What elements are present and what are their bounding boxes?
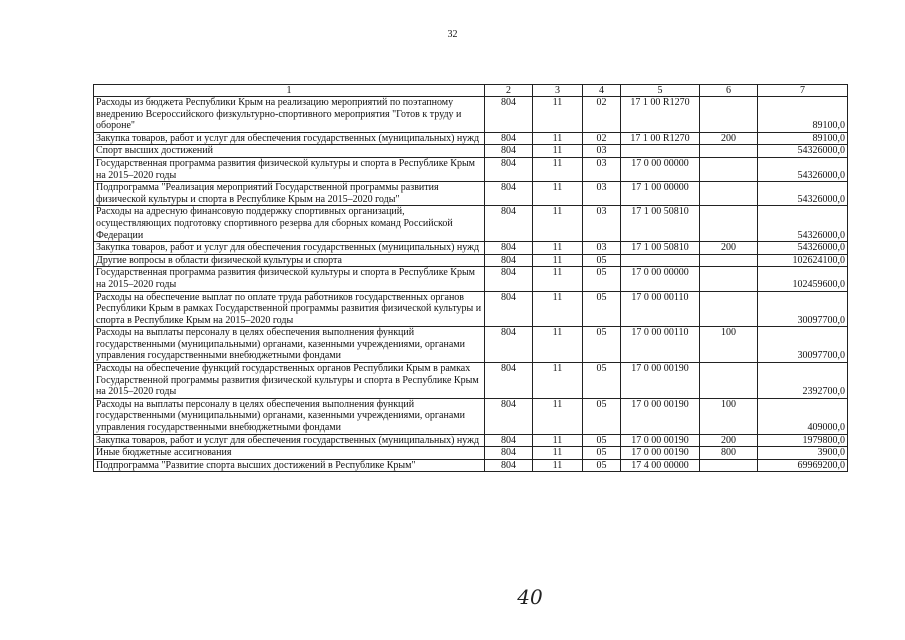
amount-cell: 1979800,0 xyxy=(758,434,848,447)
target-article-cell: 17 1 00 50810 xyxy=(621,206,700,242)
subsection-cell: 05 xyxy=(583,327,621,363)
table-row xyxy=(94,145,848,158)
row-name-cell: Закупка товаров, работ и услуг для обеспечения государственных (муниципальных) нужд xyxy=(94,242,485,255)
amount-cell: 89100,0 xyxy=(758,132,848,145)
section-cell: 11 xyxy=(533,434,583,447)
expense-type-cell xyxy=(700,145,758,158)
row-name-cell: Подпрограмма "Реализация мероприятий Государственной программы развития физической культуры и спорта в Республике Крым на 2015–2020 годы" xyxy=(94,182,485,206)
table-row xyxy=(94,242,848,255)
amount-cell: 54326000,0 xyxy=(758,182,848,206)
section-cell: 11 xyxy=(533,291,583,327)
section-cell: 11 xyxy=(533,327,583,363)
expense-type-cell xyxy=(700,206,758,242)
expense-type-cell: 100 xyxy=(700,398,758,434)
ministry-code-cell: 804 xyxy=(485,132,533,145)
table-row xyxy=(94,97,848,133)
amount-cell: 54326000,0 xyxy=(758,157,848,181)
table-row xyxy=(94,182,848,206)
ministry-code-cell: 804 xyxy=(485,447,533,460)
table-row xyxy=(94,157,848,181)
ministry-code-cell: 804 xyxy=(485,97,533,133)
target-article-cell: 17 0 00 00190 xyxy=(621,447,700,460)
target-article-cell: 17 1 00 00000 xyxy=(621,182,700,206)
amount-cell: 102459600,0 xyxy=(758,267,848,291)
subsection-cell: 03 xyxy=(583,182,621,206)
amount-cell: 30097700,0 xyxy=(758,327,848,363)
table-row xyxy=(94,363,848,399)
amount-cell: 102624100,0 xyxy=(758,254,848,267)
ministry-code-cell: 804 xyxy=(485,398,533,434)
row-name-cell: Расходы из бюджета Республики Крым на реализацию мероприятий по поэтапному внедрению Всероссийского физкультурно-спортивного мероприятия "Готов к труду и обороне" xyxy=(94,97,485,133)
subsection-cell: 03 xyxy=(583,145,621,158)
row-name-cell: Расходы на выплаты персоналу в целях обеспечения выполнения функций государственными (муниципальными) органами, казенными учреждениями, органами управления государственными внебюджетными фондами xyxy=(94,398,485,434)
row-name-cell: Иные бюджетные ассигнования xyxy=(94,447,485,460)
section-cell: 11 xyxy=(533,206,583,242)
subsection-cell: 02 xyxy=(583,132,621,145)
column-header: 6 xyxy=(700,85,758,97)
section-cell: 11 xyxy=(533,182,583,206)
subsection-cell: 05 xyxy=(583,459,621,472)
amount-cell: 89100,0 xyxy=(758,97,848,133)
ministry-code-cell: 804 xyxy=(485,242,533,255)
amount-cell: 54326000,0 xyxy=(758,206,848,242)
target-article-cell: 17 0 00 00190 xyxy=(621,363,700,399)
table-row xyxy=(94,291,848,327)
ministry-code-cell: 804 xyxy=(485,157,533,181)
row-name-cell: Расходы на адресную финансовую поддержку спортивных организаций, осуществляющих подготовку спортивного резерва для сборных команд Российской Федерации xyxy=(94,206,485,242)
target-article-cell xyxy=(621,145,700,158)
expense-type-cell xyxy=(700,157,758,181)
subsection-cell: 05 xyxy=(583,267,621,291)
section-cell: 11 xyxy=(533,398,583,434)
subsection-cell: 03 xyxy=(583,242,621,255)
subsection-cell: 03 xyxy=(583,157,621,181)
target-article-cell: 17 0 00 00000 xyxy=(621,267,700,291)
column-header: 2 xyxy=(485,85,533,97)
subsection-cell: 05 xyxy=(583,363,621,399)
amount-cell: 30097700,0 xyxy=(758,291,848,327)
amount-cell: 2392700,0 xyxy=(758,363,848,399)
subsection-cell: 03 xyxy=(583,206,621,242)
ministry-code-cell: 804 xyxy=(485,145,533,158)
page-number: 32 xyxy=(447,29,458,40)
ministry-code-cell: 804 xyxy=(485,327,533,363)
column-header: 3 xyxy=(533,85,583,97)
subsection-cell: 05 xyxy=(583,447,621,460)
expense-type-cell: 200 xyxy=(700,434,758,447)
amount-cell: 54326000,0 xyxy=(758,145,848,158)
section-cell: 11 xyxy=(533,459,583,472)
row-name-cell: Расходы на обеспечение выплат по оплате труда работников государственных органов Республики Крым в рамках Государственной программы развития физической культуры и спорта в Республике Крым на 2015–2020 годы xyxy=(94,291,485,327)
ministry-code-cell: 804 xyxy=(485,254,533,267)
budget-table xyxy=(93,84,848,472)
target-article-cell: 17 1 00 R1270 xyxy=(621,97,700,133)
ministry-code-cell: 804 xyxy=(485,363,533,399)
column-header: 7 xyxy=(758,85,848,97)
column-header: 5 xyxy=(621,85,700,97)
section-cell: 11 xyxy=(533,363,583,399)
expense-type-cell xyxy=(700,363,758,399)
expense-type-cell xyxy=(700,254,758,267)
target-article-cell xyxy=(621,254,700,267)
ministry-code-cell: 804 xyxy=(485,434,533,447)
ministry-code-cell: 804 xyxy=(485,459,533,472)
target-article-cell: 17 1 00 R1270 xyxy=(621,132,700,145)
row-name-cell: Другие вопросы в области физической культуры и спорта xyxy=(94,254,485,267)
expense-type-cell xyxy=(700,267,758,291)
table-row xyxy=(94,459,848,472)
table-row xyxy=(94,206,848,242)
amount-cell: 69969200,0 xyxy=(758,459,848,472)
expense-type-cell: 800 xyxy=(700,447,758,460)
target-article-cell: 17 4 00 00000 xyxy=(621,459,700,472)
expense-type-cell: 200 xyxy=(700,242,758,255)
expense-type-cell xyxy=(700,459,758,472)
section-cell: 11 xyxy=(533,145,583,158)
expense-type-cell xyxy=(700,97,758,133)
subsection-cell: 05 xyxy=(583,398,621,434)
row-name-cell: Закупка товаров, работ и услуг для обеспечения государственных (муниципальных) нужд xyxy=(94,132,485,145)
column-header: 4 xyxy=(583,85,621,97)
row-name-cell: Расходы на выплаты персоналу в целях обеспечения выполнения функций государственными (муниципальными) органами, казенными учреждениями, органами управления государственными внебюджетными фондами xyxy=(94,327,485,363)
table-row xyxy=(94,398,848,434)
ministry-code-cell: 804 xyxy=(485,206,533,242)
target-article-cell: 17 0 00 00110 xyxy=(621,327,700,363)
table-row xyxy=(94,447,848,460)
row-name-cell: Государственная программа развития физической культуры и спорта в Республике Крым на 2015–2020 годы xyxy=(94,267,485,291)
column-header: 1 xyxy=(94,85,485,97)
subsection-cell: 05 xyxy=(583,434,621,447)
table-row xyxy=(94,267,848,291)
target-article-cell: 17 0 00 00190 xyxy=(621,434,700,447)
table-row xyxy=(94,327,848,363)
subsection-cell: 05 xyxy=(583,291,621,327)
expense-type-cell xyxy=(700,291,758,327)
row-name-cell: Закупка товаров, работ и услуг для обеспечения государственных (муниципальных) нужд xyxy=(94,434,485,447)
ministry-code-cell: 804 xyxy=(485,291,533,327)
amount-cell: 3900,0 xyxy=(758,447,848,460)
row-name-cell: Расходы на обеспечение функций государственных органов Республики Крым в рамках Государственной программы развития физической культуры и спорта в Республике Крым на 2015–2020 годы xyxy=(94,363,485,399)
ministry-code-cell: 804 xyxy=(485,267,533,291)
section-cell: 11 xyxy=(533,447,583,460)
handwritten-page-number: 40 xyxy=(517,585,543,609)
expense-type-cell: 200 xyxy=(700,132,758,145)
subsection-cell: 02 xyxy=(583,97,621,133)
table-header-row xyxy=(94,85,848,97)
expense-type-cell: 100 xyxy=(700,327,758,363)
section-cell: 11 xyxy=(533,97,583,133)
table-row xyxy=(94,434,848,447)
subsection-cell: 05 xyxy=(583,254,621,267)
row-name-cell: Подпрограмма "Развитие спорта высших достижений в Республике Крым" xyxy=(94,459,485,472)
table-row xyxy=(94,254,848,267)
expense-type-cell xyxy=(700,182,758,206)
amount-cell: 409000,0 xyxy=(758,398,848,434)
amount-cell: 54326000,0 xyxy=(758,242,848,255)
section-cell: 11 xyxy=(533,157,583,181)
row-name-cell: Государственная программа развития физической культуры и спорта в Республике Крым на 2015–2020 годы xyxy=(94,157,485,181)
row-name-cell: Спорт высших достижений xyxy=(94,145,485,158)
target-article-cell: 17 0 00 00110 xyxy=(621,291,700,327)
target-article-cell: 17 0 00 00000 xyxy=(621,157,700,181)
target-article-cell: 17 1 00 50810 xyxy=(621,242,700,255)
section-cell: 11 xyxy=(533,242,583,255)
ministry-code-cell: 804 xyxy=(485,182,533,206)
section-cell: 11 xyxy=(533,132,583,145)
target-article-cell: 17 0 00 00190 xyxy=(621,398,700,434)
table-row xyxy=(94,132,848,145)
section-cell: 11 xyxy=(533,267,583,291)
section-cell: 11 xyxy=(533,254,583,267)
